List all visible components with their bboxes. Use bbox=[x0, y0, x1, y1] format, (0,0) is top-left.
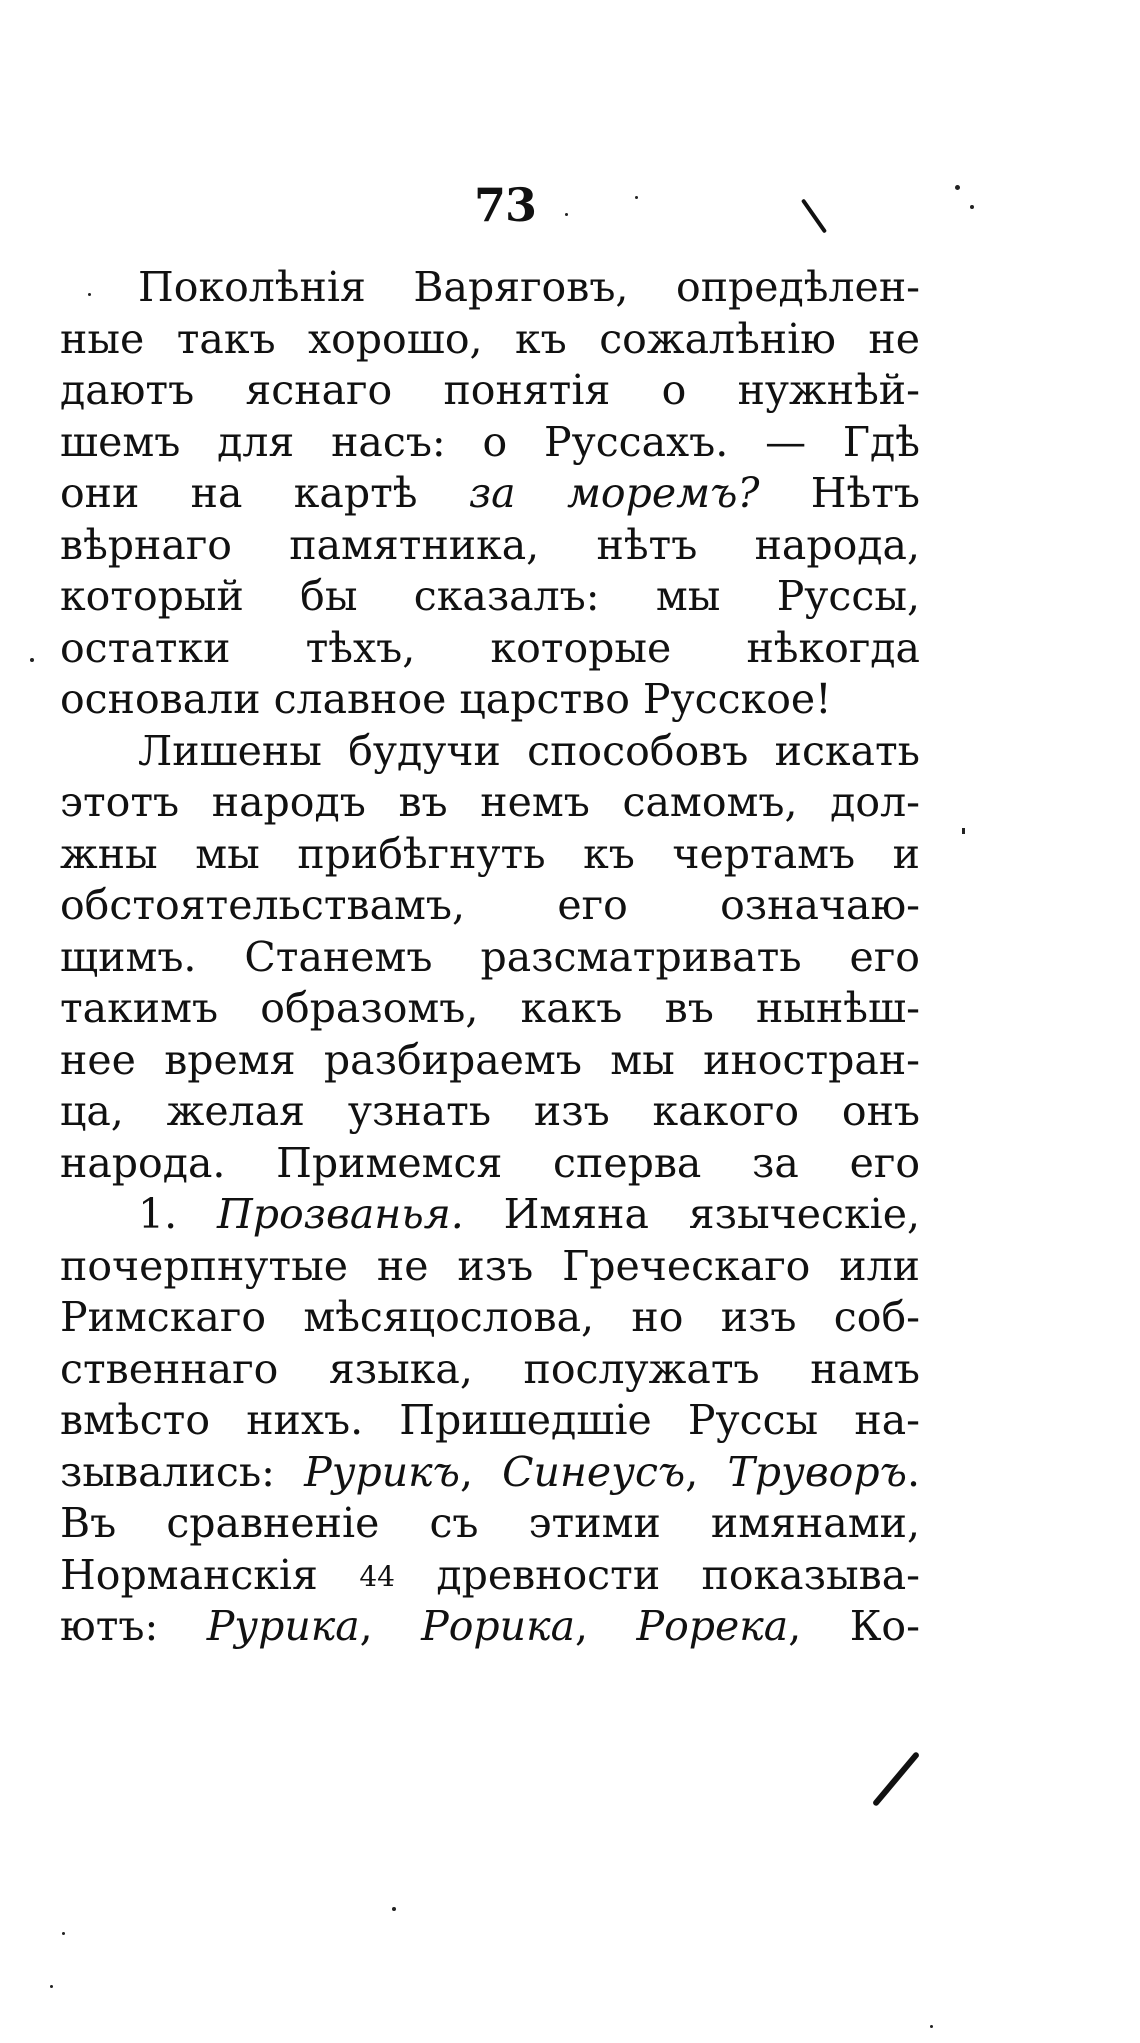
text-line: вмѣсто нихъ. Пришедшіе Руссы на- bbox=[60, 1396, 920, 1444]
paragraph-1 bbox=[60, 262, 920, 726]
text-line: Поколѣнія Варяговъ, опредѣлен- bbox=[138, 263, 920, 311]
text-line: щимъ. Станемъ разсматривать его bbox=[60, 932, 920, 981]
text-line bbox=[60, 1550, 920, 1602]
scan-speck bbox=[62, 1932, 65, 1935]
section-number: 1. bbox=[138, 1190, 217, 1238]
footnote-marker: 44 bbox=[359, 1559, 395, 1593]
text-line: ные такъ хорошо, къ сожалѣнію не bbox=[60, 314, 920, 363]
italic-name: Рорека bbox=[636, 1602, 789, 1650]
scan-speck bbox=[392, 1907, 396, 1911]
text-line: шемъ для насъ: о Руссахъ. — Гдѣ bbox=[60, 417, 920, 466]
text-line: такимъ образомъ, какъ въ нынѣш- bbox=[60, 984, 920, 1032]
text-fragment: древности показыва- bbox=[394, 1550, 920, 1599]
text-line: основали славное царство Русское! bbox=[60, 675, 832, 723]
text-fragment: Ко- bbox=[849, 1602, 920, 1650]
scan-speck bbox=[930, 2025, 933, 2028]
text-line: даютъ яснаго понятія о нужнѣй- bbox=[60, 366, 920, 414]
text-fragment: Норманскія bbox=[60, 1550, 360, 1599]
text-line: зывались: Рурикъ, Синеусъ, Труворъ. bbox=[60, 1447, 920, 1496]
scan-speck bbox=[635, 196, 638, 199]
text-fragment: зывались: bbox=[60, 1447, 305, 1496]
scan-speck bbox=[88, 293, 91, 296]
text-line: Въ сравненіе съ этими имянами, bbox=[60, 1499, 920, 1547]
scan-speck bbox=[970, 205, 974, 209]
page-number: 73 bbox=[473, 178, 536, 232]
pencil-mark bbox=[872, 1751, 920, 1807]
italic-name: Труворъ bbox=[727, 1447, 907, 1496]
text-line: народа. Примемся сперва за его bbox=[60, 1138, 920, 1187]
text-line bbox=[60, 1189, 920, 1241]
italic-name: Рурика bbox=[206, 1602, 360, 1650]
scan-speck bbox=[50, 1985, 53, 1988]
text-line: Лишены будучи способовъ искать bbox=[138, 726, 920, 775]
italic-name: Синеусъ bbox=[502, 1447, 686, 1496]
text-line: Римскаго мѣсяцослова, но изъ соб- bbox=[60, 1293, 920, 1341]
text-line: обстоятельствамъ, его означаю- bbox=[60, 881, 920, 929]
text-line: вѣрнаго памятника, нѣтъ народа, bbox=[60, 520, 920, 569]
scan-speck bbox=[955, 185, 960, 190]
section-heading: Прозванья. bbox=[216, 1190, 464, 1238]
italic-name: Рорика bbox=[421, 1602, 576, 1650]
text-fragment: Нѣтъ bbox=[759, 469, 920, 517]
text-line: жны мы прибѣгнуть къ чертамъ и bbox=[60, 829, 920, 878]
text-line: ютъ: Рурика, Рорика, Рорека, Ко- bbox=[60, 1602, 920, 1650]
text-fragment: ютъ: bbox=[60, 1602, 207, 1650]
scan-speck bbox=[565, 213, 568, 216]
page-text bbox=[60, 262, 920, 1653]
text-line: ственнаго языка, послужатъ намъ bbox=[60, 1344, 920, 1393]
text-fragment: они на картѣ bbox=[60, 469, 469, 517]
paragraph-3 bbox=[60, 1189, 920, 1653]
scan-speck bbox=[962, 828, 965, 834]
italic-name: Рурикъ bbox=[304, 1447, 460, 1496]
text-line: ца, желая узнать изъ какого онъ bbox=[60, 1087, 920, 1135]
text-line: почерпнутые не изъ Греческаго или bbox=[60, 1241, 920, 1290]
italic-phrase: за моремъ? bbox=[468, 469, 760, 517]
text-line: этотъ народъ въ немъ самомъ, дол- bbox=[60, 778, 920, 826]
paragraph-2 bbox=[60, 726, 920, 1190]
text-line bbox=[60, 468, 920, 520]
text-line: остатки тѣхъ, которые нѣкогда bbox=[60, 623, 920, 672]
text-fragment: Имяна языческіе, bbox=[463, 1190, 920, 1238]
scan-speck bbox=[30, 658, 34, 662]
text-line: который бы сказалъ: мы Руссы, bbox=[60, 572, 920, 620]
text-line: нее время разбираемъ мы иностран- bbox=[60, 1035, 920, 1084]
